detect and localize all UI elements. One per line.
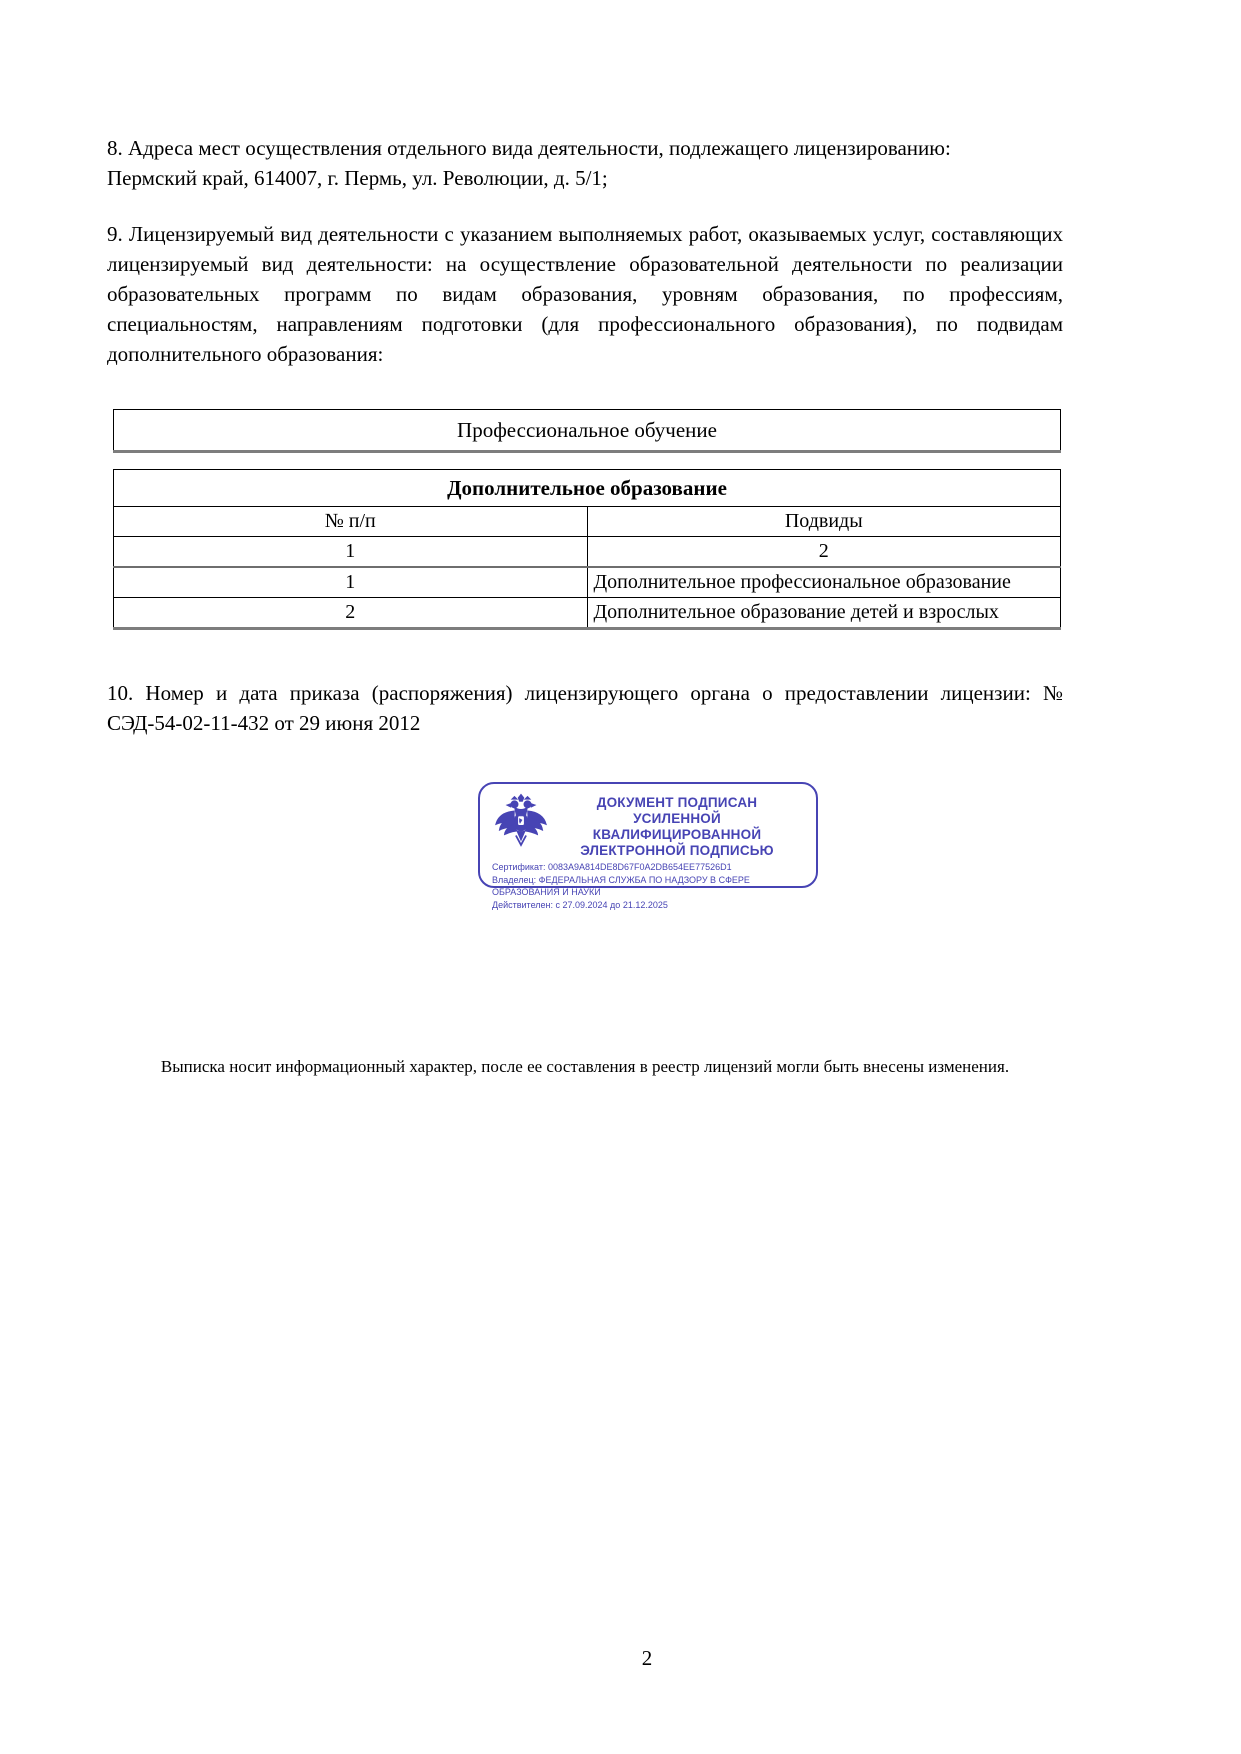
paragraph-10: 10. Номер и дата приказа (распоряжения) лицензирующего органа о предоставлении лицензии: № СЭД-54-02-11-432 от 29 июня 2012 <box>107 681 1063 735</box>
paragraph-8-line1: 8. Адреса мест осуществления отдельного вида деятельности, подлежащего лицензированию: <box>107 136 951 160</box>
stamp-certificate: Сертификат: 0083A9A814DE8D67F0A2DB654EE77526D1 <box>492 862 732 872</box>
table-row <box>114 507 1061 537</box>
paragraph-9: 9. Лицензируемый вид деятельности с указанием выполняемых работ, оказываемых услуг, составляющих лицензируемый вид деятельности: на осуществление образовательной деятельности по реализации образовательных программ по видам образования, уровням образования, по профессиям, специальностям, направлениям подготовки (для профессионального образования), по подвидам дополнительного образования: <box>107 222 1063 366</box>
professional-training-title: Профессиональное обучение <box>114 410 1061 452</box>
coat-of-arms-icon <box>492 792 550 850</box>
table-row <box>114 537 1061 568</box>
additional-education-title: Дополнительное образование <box>114 470 1061 507</box>
stamp-validity: Действителен: с 27.09.2024 до 21.12.2025 <box>492 899 668 910</box>
col-number-index: 1 <box>114 537 588 568</box>
stamp-title-line2: УСИЛЕННОЙ КВАЛИФИЦИРОВАННОЙ <box>592 811 762 842</box>
stamp-details <box>492 861 804 911</box>
row-2-name: Дополнительное образование детей и взрослых <box>587 598 1061 629</box>
col-subtypes-index: 2 <box>587 537 1061 568</box>
page-number: 2 <box>641 1646 653 1670</box>
row-1-number: 1 <box>114 567 588 598</box>
row-1-name: Дополнительное профессиональное образование <box>587 567 1061 598</box>
stamp-header <box>492 791 804 859</box>
stamp-title-line1: ДОКУМЕНТ ПОДПИСАН <box>596 795 758 810</box>
footnote: Выписка носит информационный характер, после ее составления в реестр лицензий могли быть внесены изменения. <box>160 1057 1010 1076</box>
col-header-subtypes: Подвиды <box>587 507 1061 537</box>
stamp-owner: Владелец: ФЕДЕРАЛЬНАЯ СЛУЖБА ПО НАДЗОРУ В СФЕРЕ ОБРАЗОВАНИЯ И НАУКИ <box>492 874 750 897</box>
additional-education-table <box>113 469 1061 630</box>
row-2-number: 2 <box>114 598 588 629</box>
col-header-number: № п/п <box>114 507 588 537</box>
stamp-title <box>550 791 804 859</box>
table-row <box>114 598 1061 629</box>
table-row <box>114 410 1061 452</box>
table-row <box>114 470 1061 507</box>
stamp-title-line3: ЭЛЕКТРОННОЙ ПОДПИСЬЮ <box>580 843 774 858</box>
paragraph-8 <box>107 133 1063 193</box>
table-row <box>114 567 1061 598</box>
digital-signature-stamp <box>478 782 818 910</box>
paragraph-8-line2: Пермский край, 614007, г. Пермь, ул. Революции, д. 5/1; <box>107 166 608 190</box>
professional-training-table <box>113 409 1061 453</box>
document-content <box>107 133 1063 738</box>
